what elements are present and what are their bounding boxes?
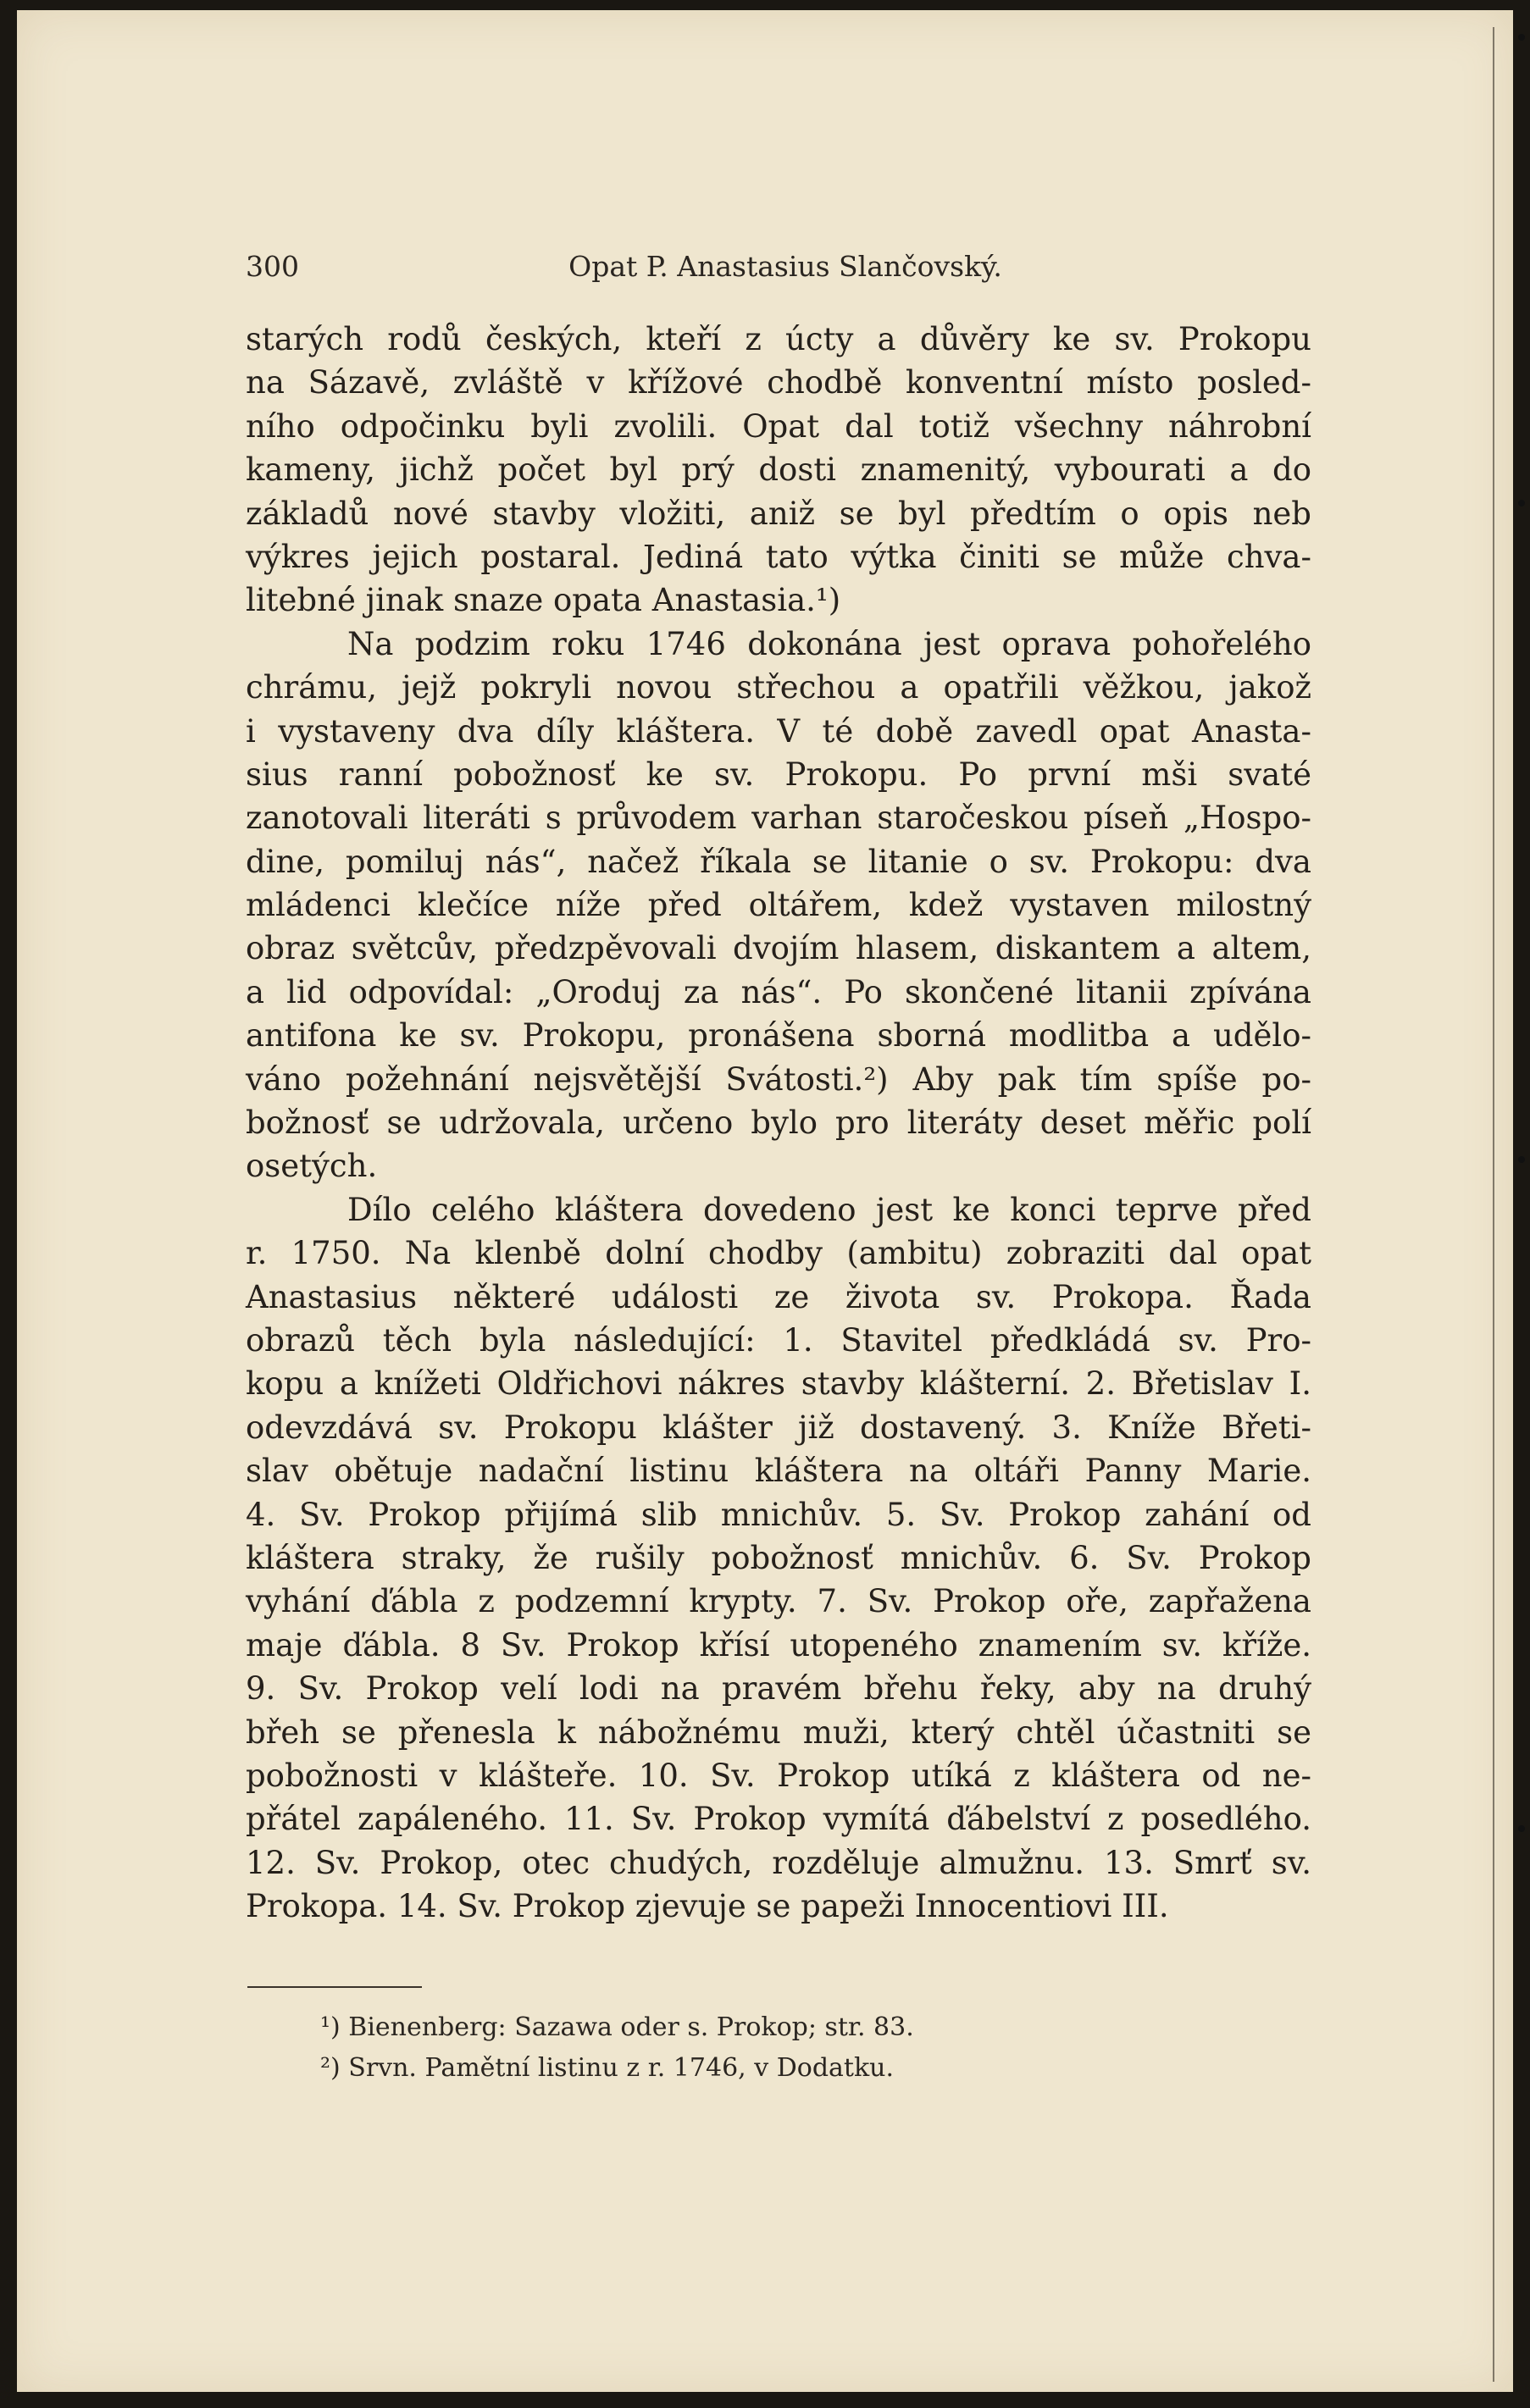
text-line: i vystaveny dva díly kláštera. V té době zavedl opat Anasta-: [246, 712, 1311, 750]
scan-mark: [1518, 34, 1525, 41]
text-line: odevzdává sv. Prokopu klášter již dostavený. 3. Kníže Břeti-: [246, 1409, 1311, 1446]
text-line: r. 1750. Na klenbě dolní chodby (ambitu) zobraziti dal opat: [246, 1235, 1311, 1272]
scan-edge-marks: [1496, 0, 1530, 2408]
scan-mark: [1518, 500, 1525, 507]
scan-mark: [1518, 1825, 1525, 1832]
text-line: ního odpočinku byli zvolili. Opat dal totiž všechny náhrobní: [246, 407, 1311, 445]
text-line: a lid odpovídal: „Oroduj za nás“. Po skončené litanii zpívána: [246, 973, 1311, 1010]
running-title: Opat P. Anastasius Slančovský.: [568, 250, 1002, 283]
footnote: ²) Srvn. Pamětní listinu z r. 1746, v Dodatku.: [320, 2053, 895, 2083]
text-line: chrámu, jejž pokryli novou střechou a opatřili věžkou, jakož: [246, 669, 1311, 706]
page-header: [230, 250, 1340, 292]
text-line: 12. Sv. Prokop, otec chudých, rozděluje almužnu. 13. Smrť sv.: [246, 1844, 1311, 1881]
text-line: kameny, jichž počet byl prý dosti znamenitý, vybourati a do: [246, 451, 1311, 489]
text-line: 4. Sv. Prokop přijímá slib mnichův. 5. Sv. Prokop zahání od: [246, 1496, 1311, 1533]
text-line: božnosť se udržovala, určeno bylo pro literáty deset měřic polí: [246, 1104, 1311, 1142]
text-line: pobožnosti v klášteře. 10. Sv. Prokop utíká z kláštera od ne-: [246, 1757, 1311, 1794]
text-line: sius ranní pobožnosť ke sv. Prokopu. Po první mši svaté: [246, 756, 1311, 793]
body-text: [246, 318, 1311, 1928]
text-line: maje ďábla. 8 Sv. Prokop křísí utopeného znamením sv. kříže.: [246, 1626, 1311, 1663]
text-line: litebné jinak snaze opata Anastasia.¹): [246, 582, 841, 619]
text-line: Na podzim roku 1746 dokonána jest oprava pohořelého: [347, 625, 1311, 662]
paragraph: [246, 623, 1311, 1188]
text-line: zanotovali literáti s průvodem varhan staročeskou píseň „Hospo-: [246, 800, 1311, 837]
text-line: mládenci klečíce níže před oltářem, kdež vystaven milostný: [246, 887, 1311, 924]
text-line: na Sázavě, zvláště v křížové chodbě konventní místo posled-: [246, 364, 1311, 401]
paragraph: [246, 1188, 1311, 1929]
text-line: 9. Sv. Prokop velí lodi na pravém břehu řeky, aby na druhý: [246, 1670, 1311, 1708]
text-line: antifona ke sv. Prokopu, pronášena sborná modlitba a udělo-: [246, 1017, 1311, 1055]
paragraph: [246, 318, 1311, 623]
text-line: Prokopa. 14. Sv. Prokop zjevuje se papeži Innocentiovi III.: [246, 1888, 1169, 1925]
footnote-divider: [247, 1986, 422, 1988]
text-line: základů nové stavby vložiti, aniž se byl předtím o opis neb: [246, 495, 1311, 532]
text-line: kláštera straky, že rušily pobožnosť mnichův. 6. Sv. Prokop: [246, 1539, 1311, 1576]
text-line: Dílo celého kláštera dovedeno jest ke konci teprve před: [347, 1191, 1311, 1228]
text-line: obraz světcův, předzpěvovali dvojím hlasem, diskantem a altem,: [246, 930, 1311, 967]
text-line: přátel zapáleného. 11. Sv. Prokop vymítá ďábelství z posedlého.: [246, 1801, 1311, 1838]
page-number: 300: [246, 250, 299, 283]
text-line: starých rodů českých, kteří z úcty a důvěry ke sv. Prokopu: [246, 321, 1311, 357]
scan-mark: [1518, 1156, 1525, 1163]
text-line: váno požehnání nejsvětější Svátosti.²) Aby pak tím spíše po-: [246, 1060, 1311, 1098]
text-line: výkres jejich postaral. Jediná tato výtka činiti se může chva-: [246, 538, 1311, 575]
text-line: břeh se přenesla k nábožnému muži, který chtěl účastniti se: [246, 1713, 1311, 1751]
footnotes: [320, 2007, 914, 2089]
text-line: slav obětuje nadační listinu kláštera na oltáři Panny Marie.: [246, 1453, 1311, 1490]
footnote: ¹) Bienenberg: Sazawa oder s. Prokop; str. 83.: [320, 2012, 914, 2042]
text-line: Anastasius některé události ze života sv. Prokopa. Řada: [246, 1278, 1311, 1315]
text-line: kopu a knížeti Oldřichovi nákres stavby klášterní. 2. Břetislav I.: [246, 1365, 1311, 1403]
text-line: obrazů těch byla následující: 1. Stavitel předkládá sv. Pro-: [246, 1321, 1311, 1359]
text-line: dine, pomiluj nás“, načež říkala se litanie o sv. Prokopu: dva: [246, 843, 1311, 880]
text-line: vyhání ďábla z podzemní krypty. 7. Sv. Prokop oře, zapřažena: [246, 1583, 1311, 1620]
text-line: osetých.: [246, 1148, 378, 1185]
